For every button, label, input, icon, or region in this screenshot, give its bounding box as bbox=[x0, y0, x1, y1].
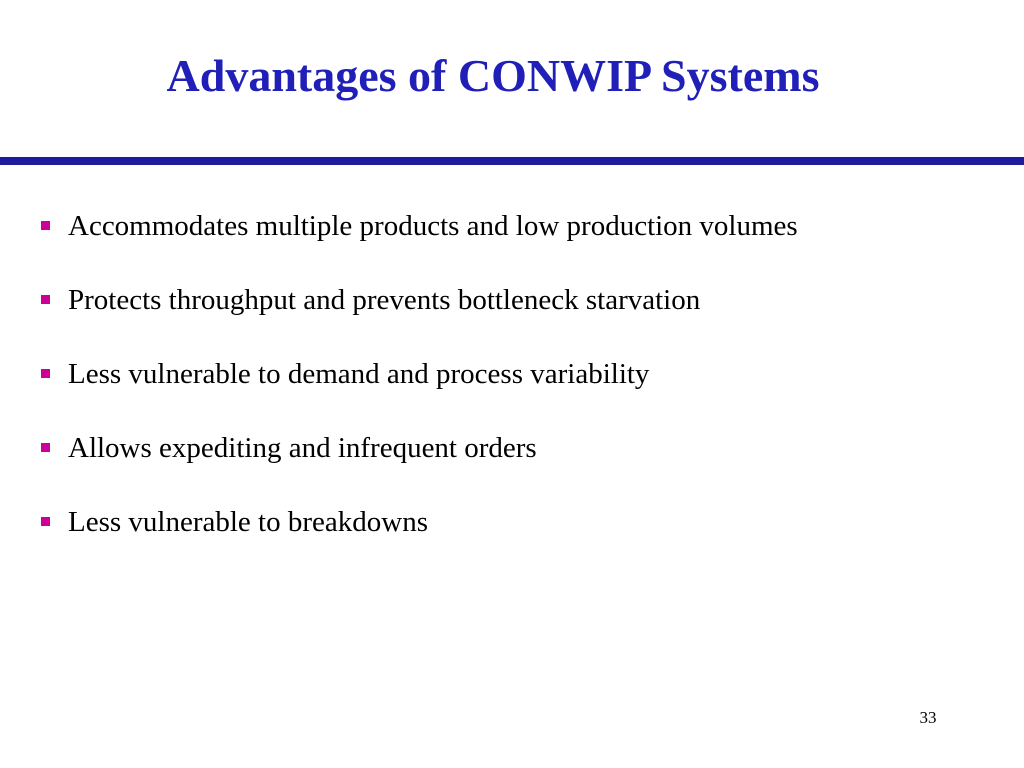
bullet-text-2: Protects throughput and prevents bottleneck starvation bbox=[68, 284, 701, 316]
title-divider bbox=[0, 157, 1024, 165]
bullet-item-2 bbox=[40, 281, 940, 319]
bullet-item-3 bbox=[40, 355, 940, 393]
bullet-item-5 bbox=[40, 503, 940, 541]
square-bullet-icon bbox=[41, 369, 50, 378]
bullet-text-1: Accommodates multiple products and low production volumes bbox=[68, 210, 798, 242]
bullet-item-4 bbox=[40, 429, 940, 467]
bullet-item-1 bbox=[40, 207, 940, 245]
slide-title: Advantages of CONWIP Systems bbox=[166, 50, 820, 101]
bullet-text-5: Less vulnerable to breakdowns bbox=[68, 506, 428, 538]
bullet-list bbox=[40, 207, 940, 577]
page-number: 33 bbox=[919, 708, 937, 727]
square-bullet-icon bbox=[41, 517, 50, 526]
square-bullet-icon bbox=[41, 295, 50, 304]
bullet-text-4: Allows expediting and infrequent orders bbox=[68, 432, 537, 464]
bullet-text-3: Less vulnerable to demand and process variability bbox=[68, 358, 650, 390]
square-bullet-icon bbox=[41, 221, 50, 230]
square-bullet-icon bbox=[41, 443, 50, 452]
